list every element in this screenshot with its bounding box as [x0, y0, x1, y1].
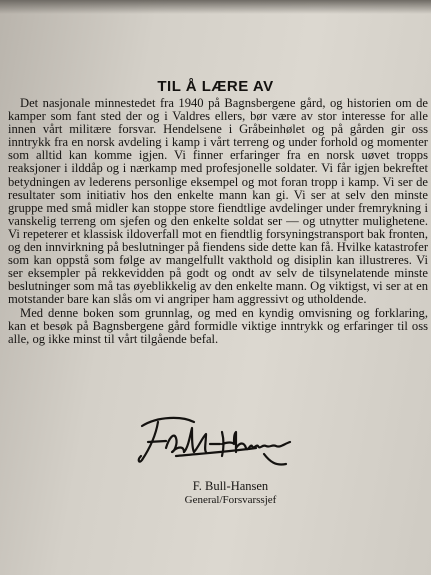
page-title: TIL Å LÆRE AV: [157, 78, 274, 95]
handwritten-signature-icon: [136, 408, 296, 472]
page-edge-shadow: [0, 0, 431, 14]
signer-title: General/Forsvarssjef: [184, 494, 277, 506]
paragraph-1: Det nasjonale minnestedet fra 1940 på Bagnsbergene gård, og historien om de kamper som fant sted der og i Valdres ellers, bør være av stor interesse for alle innen vårt militære forsvar. Hendelsene i Gråbeinhølet og på gården gir oss inntrykk fra en norsk avdeling i kamp i vårt terreng og under forhold og momenter som alltid kan komme igjen. Vi finner erfaringer fra en norsk uøvet tropps reaksjoner i ilddåp og i nærkamp med profesjonelle soldater. Vi får igjen bekreftet betydningen av lederens personlige eksempel og mot foran tropp i kamp. Vi ser de resultater som initiativ hos den enkelte mann kan gi. Vi ser at selv den minste gruppe med små midler kan stoppe store fiendtlige avdelinger under fremrykning i vanskelig terreng om sjefen og den enkelte soldat ser — og utnytter mulighetene. Vi repeterer et klassisk ildoverfall mot en fiendtlig forsyningstransport bak fronten, og den innvirkning på beslutninger på fiendens side dette kan få. Hvilke katastrofer som kan oppstå som følge av mangelfullt vakthold og disiplin kan illustreres. Vi ser eksempler på rekkevidden på godt og ondt av selv de tilsynelatende minste beslutninger som må tas øyeblikkelig av den enkelte mann. Og viktigst, vi ser at en motstander bare kan slås om vi angriper ham aggressivt og utholdende.: [8, 96, 429, 307]
paragraph-2: Med denne boken som grunnlag, og med en kyndig omvisning og forklaring, kan et besøk på Bagnsbergene gård formidle viktige inntrykk og erfaringer til oss alle, og ikke minst til vårt tilgående befal.: [8, 305, 428, 346]
signer-name: F. Bull-Hansen: [192, 479, 269, 493]
body-text: [8, 97, 428, 346]
